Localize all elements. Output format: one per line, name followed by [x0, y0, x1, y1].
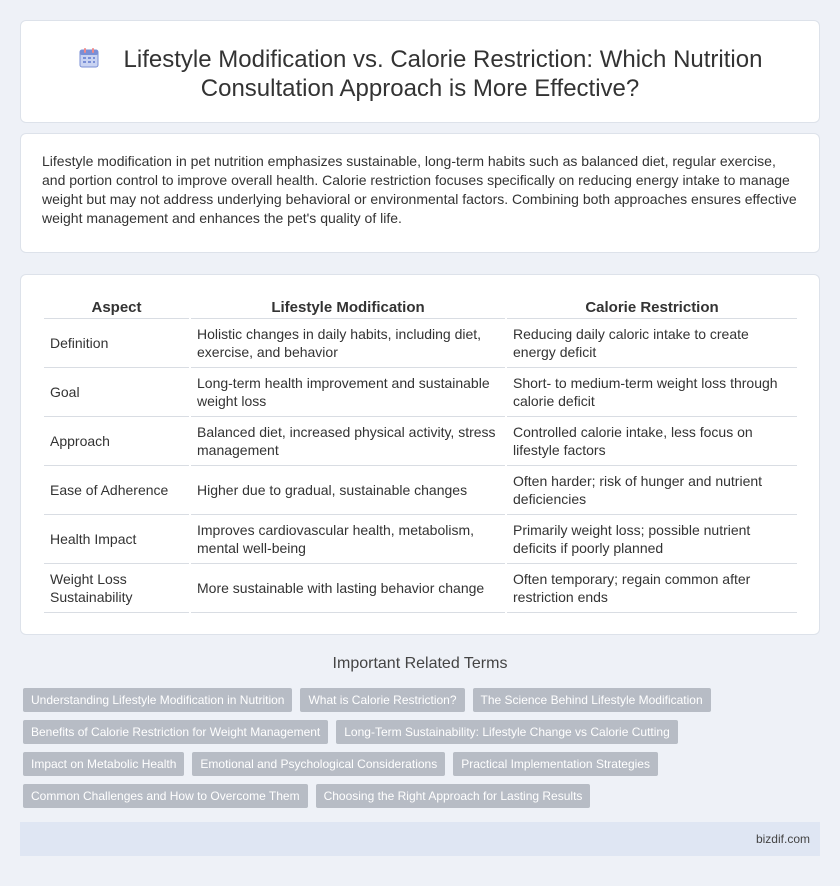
- cell-calorie: Reducing daily caloric intake to create energy deficit: [507, 319, 797, 368]
- related-term-tag[interactable]: What is Calorie Restriction?: [300, 688, 464, 712]
- calendar-icon: [78, 47, 100, 69]
- cell-calorie: Often temporary; regain common after restriction ends: [507, 564, 797, 613]
- cell-lifestyle: Long-term health improvement and sustainable weight loss: [191, 368, 505, 417]
- table-row: [44, 319, 797, 368]
- comparison-table: [42, 297, 799, 613]
- cell-aspect: Goal: [44, 368, 189, 417]
- cell-aspect: Definition: [44, 319, 189, 368]
- footer: [20, 822, 820, 856]
- title-line-2: Consultation Approach is More Effective?: [200, 75, 640, 102]
- cell-lifestyle: Higher due to gradual, sustainable changes: [191, 466, 505, 515]
- related-term-tag[interactable]: Practical Implementation Strategies: [453, 752, 658, 776]
- cell-calorie: Controlled calorie intake, less focus on lifestyle factors: [507, 417, 797, 466]
- related-term-tag[interactable]: Emotional and Psychological Considerations: [192, 752, 445, 776]
- page-title: [21, 45, 819, 103]
- cell-lifestyle: Improves cardiovascular health, metabolism, mental well-being: [191, 515, 505, 564]
- related-term-tag[interactable]: Long-Term Sustainability: Lifestyle Change vs Calorie Cutting: [336, 720, 678, 744]
- related-term-tag[interactable]: Impact on Metabolic Health: [23, 752, 184, 776]
- cell-aspect: Weight Loss Sustainability: [44, 564, 189, 613]
- related-term-tag[interactable]: Choosing the Right Approach for Lasting Results: [316, 784, 591, 808]
- related-term-tag[interactable]: The Science Behind Lifestyle Modification: [473, 688, 711, 712]
- table-row: [44, 515, 797, 564]
- table-row: [44, 417, 797, 466]
- table-row: [44, 564, 797, 613]
- cell-aspect: Health Impact: [44, 515, 189, 564]
- table-header-row: [44, 297, 797, 319]
- table-row: [44, 368, 797, 417]
- related-term-tag[interactable]: Understanding Lifestyle Modification in Nutrition: [23, 688, 292, 712]
- cell-aspect: Ease of Adherence: [44, 466, 189, 515]
- intro-paragraph: Lifestyle modification in pet nutrition emphasizes sustainable, long-term habits such as balanced diet, regular exercise, and portion control to improve overall health. Calorie restriction focuses specifically on reducing energy intake to manage weight but may not address underlying behavioral or environmental factors. Combining both approaches ensures effective weight management and enhances the pet's quality of life.: [42, 153, 797, 226]
- cell-aspect: Approach: [44, 417, 189, 466]
- tag-row: [23, 720, 678, 744]
- cell-lifestyle: Holistic changes in daily habits, including diet, exercise, and behavior: [191, 319, 505, 368]
- intro-card: [20, 133, 820, 253]
- cell-calorie: Often harder; risk of hunger and nutrient deficiencies: [507, 466, 797, 515]
- header-lifestyle: Lifestyle Modification: [191, 297, 505, 319]
- title-line-1: Lifestyle Modification vs. Calorie Restriction: Which Nutrition: [123, 46, 763, 73]
- comparison-card: [20, 274, 820, 635]
- site-link[interactable]: bizdif.com: [755, 832, 810, 846]
- related-terms-title: Important Related Terms: [332, 655, 508, 672]
- cell-lifestyle: More sustainable with lasting behavior change: [191, 564, 505, 613]
- tag-row: [23, 752, 658, 776]
- cell-calorie: Primarily weight loss; possible nutrient deficits if poorly planned: [507, 515, 797, 564]
- cell-lifestyle: Balanced diet, increased physical activity, stress management: [191, 417, 505, 466]
- header-calorie: Calorie Restriction: [507, 297, 797, 319]
- title-card: [20, 20, 820, 123]
- header-aspect: Aspect: [44, 297, 189, 319]
- cell-calorie: Short- to medium-term weight loss through calorie deficit: [507, 368, 797, 417]
- tag-row: [23, 688, 711, 712]
- table-row: [44, 466, 797, 515]
- tag-row: [23, 784, 590, 808]
- related-term-tag[interactable]: Common Challenges and How to Overcome Them: [23, 784, 308, 808]
- related-term-tag[interactable]: Benefits of Calorie Restriction for Weight Management: [23, 720, 328, 744]
